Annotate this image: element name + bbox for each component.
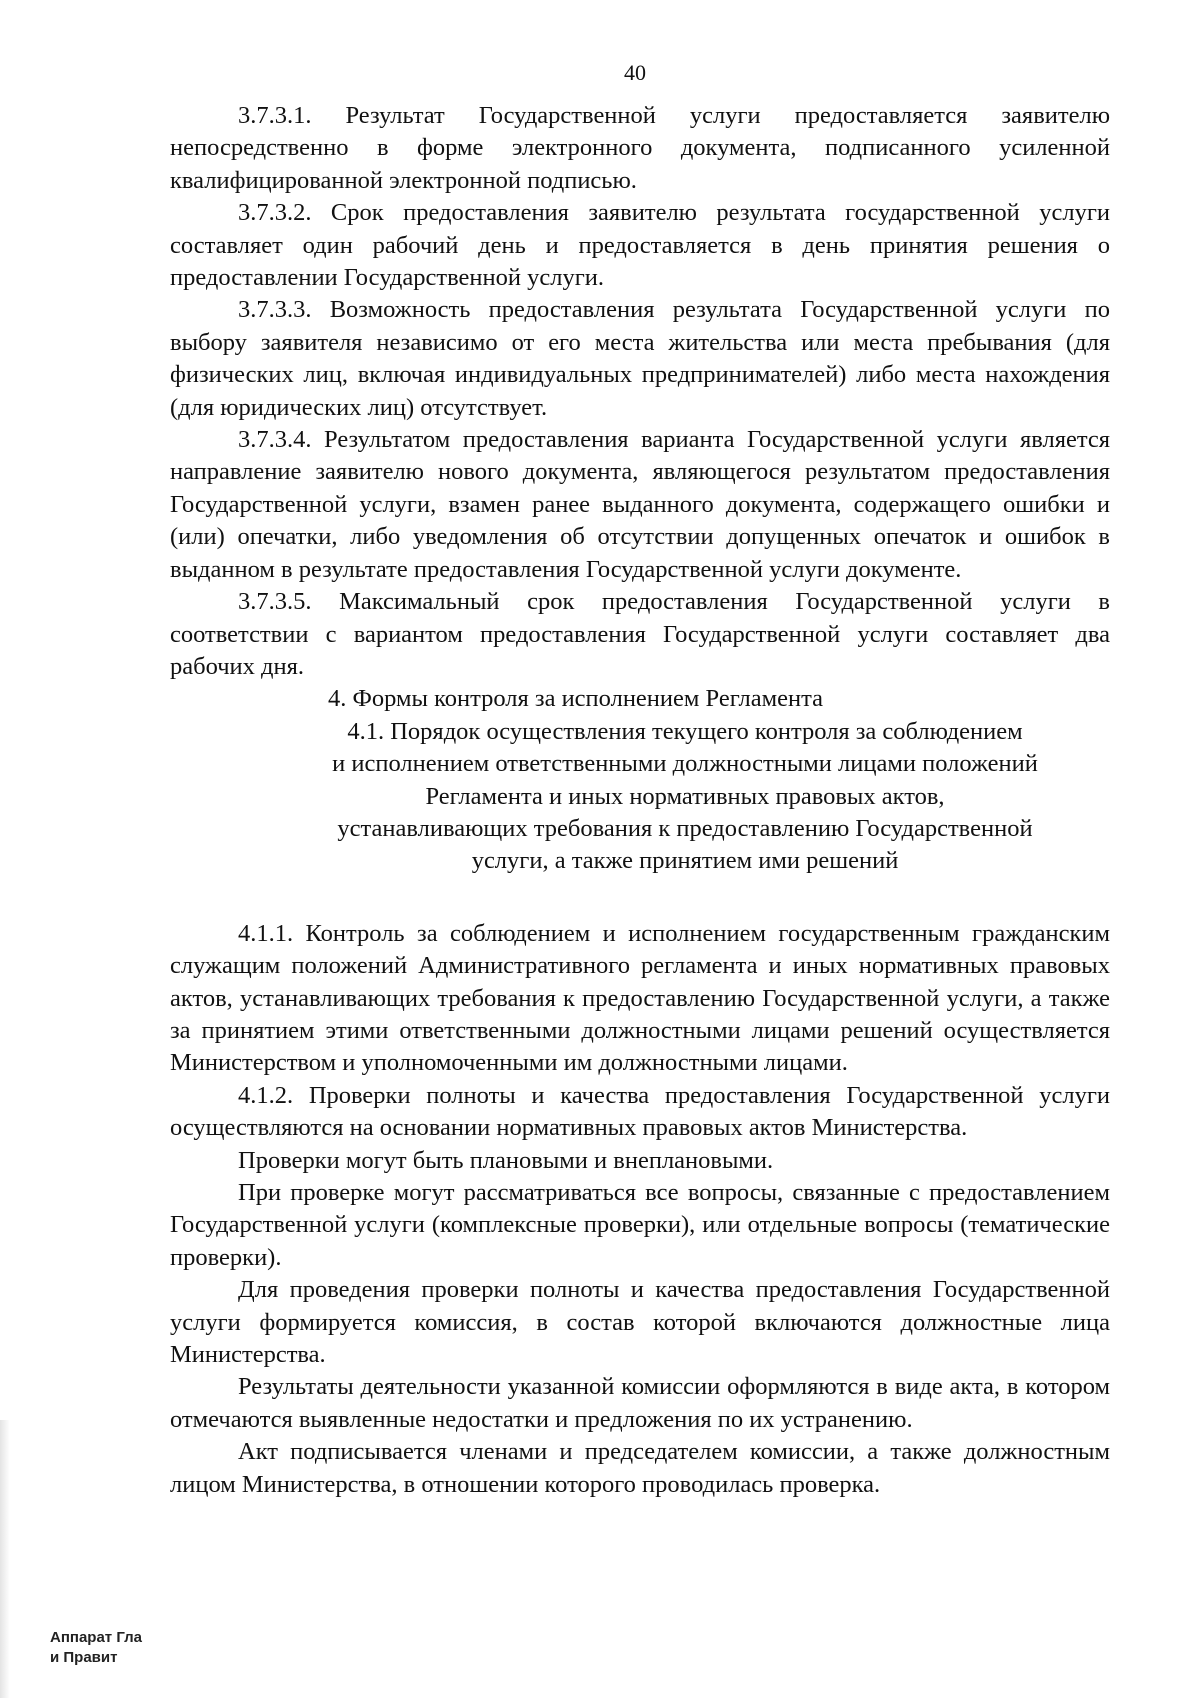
page-number: 40	[624, 60, 646, 85]
stamp-line: и Правит	[50, 1649, 118, 1666]
paragraph-3-7-3-1: 3.7.3.1. Результат Государственной услуги предоставляется заявителю непосредственно в форме электронного документа, подписанного усиленной квалифицированной электронной подписью.	[170, 102, 1110, 194]
subsection-heading-line: и исполнением ответственными должностными лицами положений	[332, 750, 1038, 778]
subsection-heading	[170, 716, 1110, 878]
paragraph-commission: Для проведения проверки полноты и качества предоставления Государственной услуги формируется комиссия, в состав которой включаются должностные лица Министерства.	[170, 1276, 1110, 1369]
subsection-heading-line: устанавливающих требования к предоставлению Государственной	[337, 814, 1033, 842]
subsection-heading-line: Регламента и иных нормативных правовых актов,	[425, 782, 945, 810]
paragraph-3-7-3-2: 3.7.3.2. Срок предоставления заявителю результата государственной услуги составляет один рабочий день и предоставляется в день принятия решения о предоставлении Государственной услуги.	[170, 199, 1110, 292]
paragraph-inspection-types: Проверки могут быть плановыми и внеплановыми.	[238, 1146, 774, 1174]
subsection-heading-line: 4.1. Порядок осуществления текущего контроля за соблюдением	[347, 717, 1023, 745]
paragraph-3-7-3-4: 3.7.3.4. Результатом предоставления варианта Государственной услуги является направление заявителю нового документа, являющегося результатом предоставления Государственной услуги, взамен ранее выданного документа, содержащего ошибки и (или) опечатки, либо уведомления об отсутствии допущенных опечаток и ошибок в выданном в результате предоставления Государственной услуги документе.	[170, 426, 1110, 583]
stamp-line: Аппарат Гла	[50, 1629, 142, 1646]
scan-edge-shadow	[0, 1420, 10, 1698]
section-heading: 4. Формы контроля за исполнением Регламента	[328, 685, 823, 713]
paragraph-act-signing: Акт подписывается членами и председателем комиссии, а также должностным лицом Министерства, в отношении которого проводилась проверка.	[170, 1438, 1110, 1498]
paragraph-3-7-3-3: 3.7.3.3. Возможность предоставления результата Государственной услуги по выбору заявителя независимо от его места жительства или места пребывания (для физических лиц, включая индивидуальных предпринимателей) либо места нахождения (для юридических лиц) отсутствует.	[170, 296, 1110, 421]
office-stamp	[50, 1628, 142, 1668]
subsection-heading-line: услуги, а также принятием ими решений	[471, 847, 899, 875]
paragraph-4-1-1: 4.1.1. Контроль за соблюдением и исполнением государственным гражданским служащим положений Административного регламента и иных нормативных правовых актов, устанавливающих требования к предоставлению Государственной услуги, а также за принятием этими ответственными должностными лицами решений осуществляется Министерством и уполномоченными им должностными лицами.	[170, 919, 1110, 1077]
document-body	[170, 100, 1110, 1501]
paragraph-results: Результаты деятельности указанной комиссии оформляются в виде акта, в котором отмечаются выявленные недостатки и предложения по их устранению.	[170, 1373, 1110, 1433]
paragraph-3-7-3-5: 3.7.3.5. Максимальный срок предоставления Государственной услуги в соответствии с вариантом предоставления Государственной услуги составляет два рабочих дня.	[170, 588, 1110, 680]
paragraph-inspection-scope: При проверке могут рассматриваться все вопросы, связанные с предоставлением Государственной услуги (комплексные проверки), или отдельные вопросы (тематические проверки).	[170, 1179, 1110, 1271]
paragraph-4-1-2: 4.1.2. Проверки полноты и качества предоставления Государственной услуги осуществляются на основании нормативных правовых актов Министерства.	[170, 1081, 1110, 1142]
